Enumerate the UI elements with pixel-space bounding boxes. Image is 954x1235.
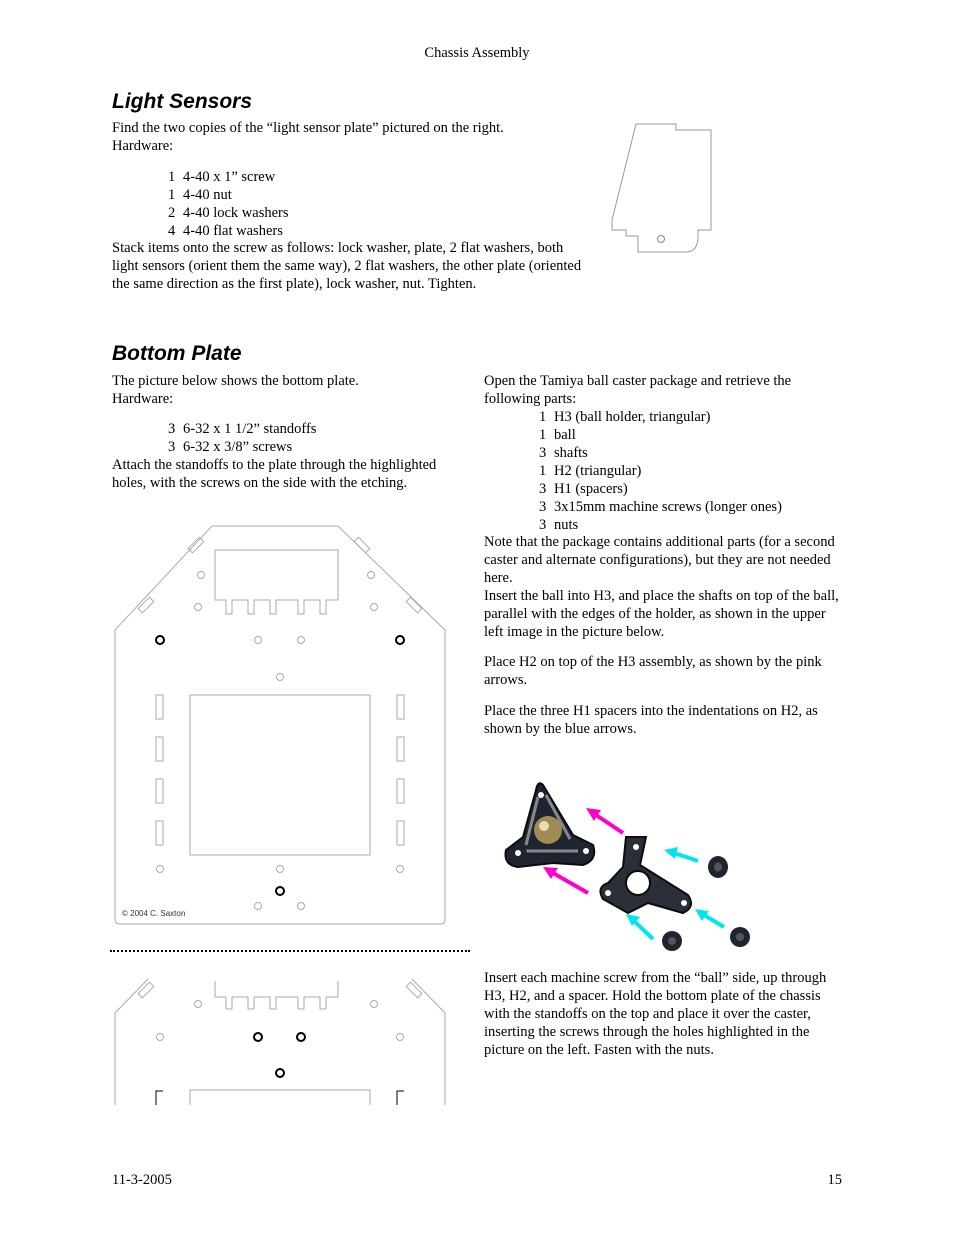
list-item: 3 H1 (spacers)	[539, 481, 628, 497]
list-item: 1 4-40 x 1” screw	[168, 169, 276, 185]
light-sensors-hardware-list	[168, 168, 289, 240]
bottom-plate-diagram	[108, 520, 453, 930]
light-sensor-plate-diagram	[608, 120, 718, 256]
bottom-plate-intro: The picture below shows the bottom plate.	[112, 373, 359, 389]
list-item: 1 ball	[539, 427, 576, 443]
caster-place-h1: Place the three H1 spacers into the indentations on H2, as shown by the blue arrows.	[484, 703, 818, 737]
caster-assembly-image	[498, 775, 758, 955]
list-item: 2 4-40 lock washers	[168, 205, 289, 221]
bottom-plate-instructions: Attach the standoffs to the plate through the highlighted holes, with the screws on the side with the etching.	[112, 457, 437, 491]
list-item: 1 H2 (triangular)	[539, 463, 642, 479]
caster-intro: Open the Tamiya ball caster package and retrieve the following parts:	[484, 373, 792, 407]
dotted-divider	[110, 950, 470, 952]
light-sensors-instructions: Stack items onto the screw as follows: lock washer, plate, 2 flat washers, both light sensors (orient them the same way), 2 flat washers, the other plate (oriented the same direction as the first plate), lock washer, nut. Tighten.	[112, 240, 582, 292]
h3-ball-holder	[506, 783, 595, 867]
light-sensors-heading: Light Sensors	[112, 90, 253, 113]
list-item: 1 H3 (ball holder, triangular)	[539, 409, 711, 425]
list-item: 3 6-32 x 3/8” screws	[168, 439, 293, 455]
caster-insert-screws: Insert each machine screw from the “ball” side, up through H3, H2, and a spacer. Hold the bottom plate of the chassis with the standoffs on the top and place it over the caster, inserting the screws through the holes highlighted in the picture on the left. Fasten with the nuts.	[484, 970, 827, 1058]
light-sensors-hardware-label: Hardware:	[112, 138, 174, 154]
light-sensors-intro: Find the two copies of the “light sensor plate” pictured on the right.	[112, 120, 504, 136]
page-header: Chassis Assembly	[424, 45, 530, 61]
caster-place-h2: Place H2 on top of the H3 assembly, as shown by the pink arrows.	[484, 654, 822, 688]
list-item: 3 3x15mm machine screws (longer ones)	[539, 499, 782, 515]
bottom-plate-heading: Bottom Plate	[112, 342, 242, 365]
bottom-plate-hardware-list	[168, 420, 316, 456]
list-item: 3 shafts	[539, 445, 588, 461]
page-number: 15	[827, 1172, 842, 1188]
list-item: 4 4-40 flat washers	[168, 223, 283, 239]
list-item: 1 4-40 nut	[168, 187, 232, 203]
bottom-plate-detail-diagram	[108, 975, 453, 1105]
footer-date: 11-3-2005	[112, 1172, 172, 1188]
caster-insert-ball: Insert the ball into H3, and place the shafts on top of the ball, parallel with the edges of the holder, as shown in the upper left image in the picture below.	[484, 588, 839, 640]
list-item: 3 nuts	[539, 517, 579, 533]
list-item: 3 6-32 x 1 1/2” standoffs	[168, 421, 317, 437]
bottom-plate-hardware-label: Hardware:	[112, 391, 174, 407]
copyright-text: © 2004 C. Saxton	[122, 909, 186, 918]
caster-note: Note that the package contains additional parts (for a second caster and alternate configurations), but they are not needed here.	[484, 534, 835, 586]
caster-parts-list	[539, 408, 782, 534]
